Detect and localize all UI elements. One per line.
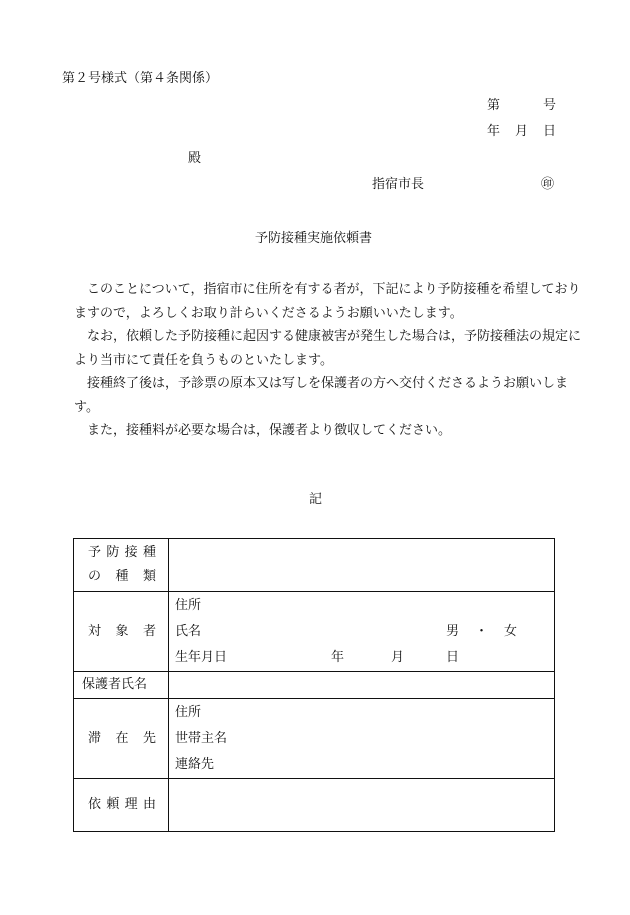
label-stay [74,699,169,779]
label-char: 滞 [88,730,102,746]
label-char: の [88,569,102,584]
body-paragraph-3: 接種終了後は，予診票の原本又は写しを保護者の方へ交付くださるようお願いします。 [74,376,569,415]
label-char: 頼 [106,797,120,812]
birth-month-label: 月 [391,649,405,665]
request-form-table [73,538,555,832]
contact-label: 連絡先 [175,756,215,772]
sex-separator: ・ [475,623,489,639]
form-number: 第２号様式（第４条関係） [62,71,219,86]
label-reason [74,779,169,832]
row-vaccine-type [74,539,555,592]
date-day: 日 [543,124,557,139]
vaccine-type-field[interactable] [169,539,555,592]
guardian-name-field[interactable] [169,672,555,699]
stay-address-label: 住所 [175,704,202,720]
label-subject [74,592,169,672]
label-char: 類 [142,569,156,584]
label-char: 防 [106,545,120,560]
label-char: 理 [124,797,138,812]
date-month: 月 [515,124,529,139]
sex-male-option[interactable]: 男 [446,623,460,639]
row-reason [74,779,555,832]
subject-address-label: 住所 [175,597,202,613]
seal-mark: ㊞ [541,177,555,192]
sex-female-option[interactable]: 女 [504,623,518,639]
label-guardian [74,672,169,699]
ki-heading: 記 [309,492,323,507]
document-title: 予防接種実施依頼書 [255,231,373,246]
label-char: 象 [115,623,129,639]
body-paragraph-4: また，接種料が必要な場合は，保護者より徴収してください。 [74,423,452,438]
row-subject [74,592,555,672]
row-guardian [74,672,555,699]
label-char: 対 [88,623,102,639]
label-char: 種 [142,545,156,560]
label-char: 在 [115,730,129,746]
label-char: 種 [115,569,129,584]
sender-title: 指宿市長 [372,177,425,192]
label-char: 先 [142,730,156,746]
body-paragraph-2: なお，依頼した予防接種に起因する健康被害が発生した場合は，予防接種法の規定により当市にて責任を負うものといたします。 [74,329,582,368]
label-char: 接 [124,545,138,560]
birth-day-label: 日 [446,649,460,665]
label-char: 予 [88,545,102,560]
subject-field[interactable] [169,592,555,672]
body-text [74,278,584,443]
label-char: 由 [142,797,156,812]
label-char: 者 [142,623,156,639]
subject-name-label: 氏名 [175,623,202,639]
guardian-label: 保護者氏名 [82,677,148,692]
date-year: 年 [487,124,501,139]
doc-number-suffix: 号 [543,98,557,113]
stay-field[interactable] [169,699,555,779]
addressee-suffix: 殿 [188,151,202,166]
row-stay [74,699,555,779]
reason-field[interactable] [169,779,555,832]
doc-number-prefix: 第 [487,98,501,113]
label-char: 依 [88,797,102,812]
body-paragraph-1: このことについて，指宿市に住所を有する者が，下記により予防接種を希望しておりますので，よろしくお取り計らいくださるようお願いいたします。 [74,282,581,321]
birth-year-label: 年 [331,649,345,665]
label-vaccine-type [74,539,169,592]
birthdate-label: 生年月日 [175,649,228,665]
householder-label: 世帯主名 [175,730,228,746]
